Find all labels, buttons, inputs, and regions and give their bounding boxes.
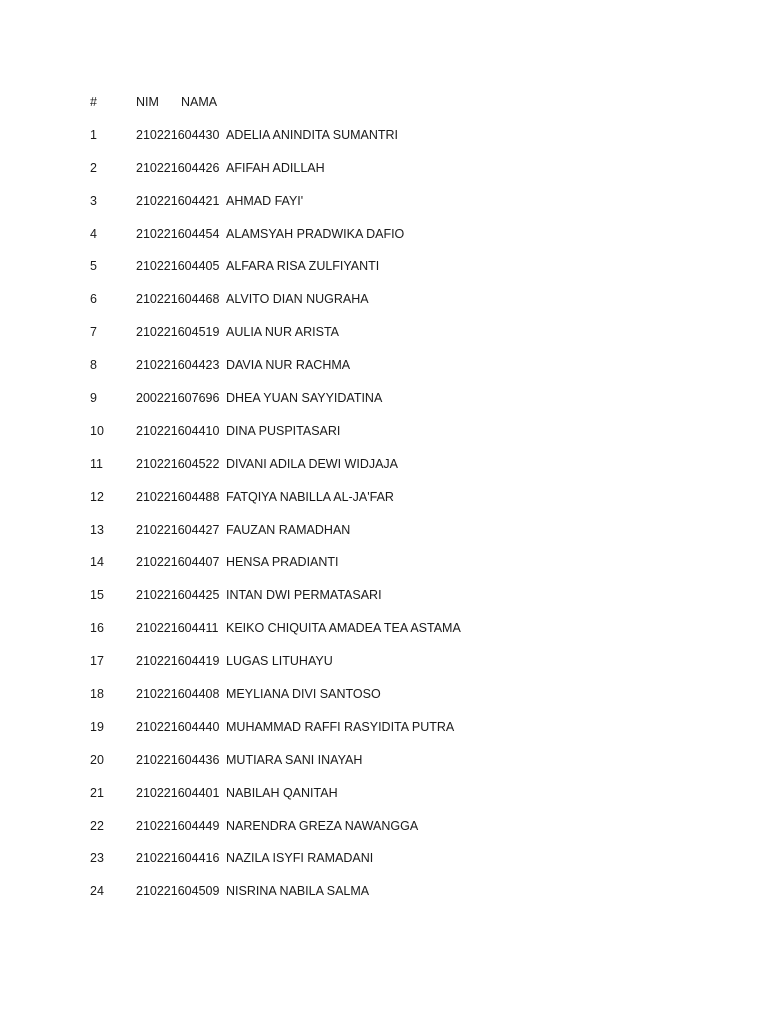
row-number: 21 [90, 785, 104, 800]
table-row [90, 224, 690, 257]
row-name: HENSA PRADIANTI [226, 555, 339, 570]
row-nim: 210221604405 [136, 259, 220, 274]
row-number: 24 [90, 884, 104, 899]
table-row [90, 191, 690, 224]
table-row [90, 421, 690, 454]
row-number: 8 [90, 358, 97, 373]
row-nim: 210221604411 [136, 621, 219, 636]
row-nim: 210221604401 [136, 785, 220, 800]
row-nim: 210221604449 [136, 818, 220, 833]
row-nim: 210221604430 [136, 127, 220, 142]
table-row [90, 552, 690, 585]
table-row [90, 289, 690, 322]
row-number: 10 [90, 423, 104, 438]
row-number: 3 [90, 193, 97, 208]
row-number: 11 [90, 456, 103, 471]
table-row [90, 520, 690, 553]
table-row [90, 388, 690, 421]
table-row [90, 487, 690, 520]
row-nim: 210221604488 [136, 489, 220, 504]
row-nim: 210221604519 [136, 325, 220, 340]
table-row [90, 322, 690, 355]
row-name: LUGAS LITUHAYU [226, 654, 333, 669]
row-nim: 210221604436 [136, 752, 220, 767]
row-name: MEYLIANA DIVI SANTOSO [226, 687, 381, 702]
table-row [90, 125, 690, 158]
header-nim: NIM [136, 95, 159, 109]
row-nim: 200221607696 [136, 391, 220, 406]
row-name: NARENDRA GREZA NAWANGGA [226, 818, 419, 833]
row-name: DINA PUSPITASARI [226, 423, 341, 438]
row-name: ALVITO DIAN NUGRAHA [226, 292, 369, 307]
row-nim: 210221604468 [136, 292, 220, 307]
row-number: 12 [90, 489, 104, 504]
table-row [90, 750, 690, 783]
student-table [90, 92, 690, 914]
row-name: FATQIYA NABILLA AL-JA'FAR [226, 489, 394, 504]
row-nim: 210221604407 [136, 555, 220, 570]
row-number: 17 [90, 654, 104, 669]
table-row [90, 355, 690, 388]
row-nim: 210221604425 [136, 588, 220, 603]
row-number: 13 [90, 522, 104, 537]
table-row [90, 783, 690, 816]
row-number: 7 [90, 325, 97, 340]
row-number: 23 [90, 851, 104, 866]
row-number: 16 [90, 621, 104, 636]
row-number: 9 [90, 391, 97, 406]
row-number: 15 [90, 588, 104, 603]
table-row [90, 717, 690, 750]
table-row [90, 256, 690, 289]
row-nim: 210221604421 [136, 193, 220, 208]
row-number: 19 [90, 719, 104, 734]
row-nim: 210221604410 [136, 423, 220, 438]
table-row [90, 881, 690, 914]
row-nim: 210221604454 [136, 226, 220, 241]
row-name: DHEA YUAN SAYYIDATINA [226, 391, 383, 406]
row-name: ADELIA ANINDITA SUMANTRI [226, 127, 399, 142]
row-number: 22 [90, 818, 104, 833]
table-row [90, 848, 690, 881]
row-name: INTAN DWI PERMATASARI [226, 588, 382, 603]
row-nim: 210221604509 [136, 884, 220, 899]
row-nim: 210221604440 [136, 719, 220, 734]
table-row [90, 816, 690, 849]
row-nim: 210221604522 [136, 456, 220, 471]
row-name: NAZILA ISYFI RAMADANI [226, 851, 374, 866]
table-row [90, 585, 690, 618]
table-header [90, 92, 690, 125]
table-row [90, 454, 690, 487]
row-name: DAVIA NUR RACHMA [226, 358, 351, 373]
header-name: NAMA [181, 95, 218, 109]
row-number: 20 [90, 752, 104, 767]
row-number: 4 [90, 226, 97, 241]
row-number: 5 [90, 259, 97, 274]
row-number: 1 [90, 127, 97, 142]
table-row [90, 158, 690, 191]
row-nim: 210221604419 [136, 654, 220, 669]
table-row [90, 651, 690, 684]
header-number: # [90, 95, 97, 109]
row-name: MUTIARA SANI INAYAH [226, 752, 363, 767]
row-number: 2 [90, 160, 97, 175]
table-row [90, 684, 690, 717]
row-name: AHMAD FAYI' [226, 193, 304, 208]
row-name: FAUZAN RAMADHAN [226, 522, 351, 537]
row-nim: 210221604427 [136, 522, 220, 537]
table-row [90, 618, 690, 651]
row-nim: 210221604416 [136, 851, 220, 866]
row-name: AULIA NUR ARISTA [226, 325, 339, 340]
row-number: 6 [90, 292, 97, 307]
row-name: ALFARA RISA ZULFIYANTI [226, 259, 380, 274]
row-name: NABILAH QANITAH [226, 785, 338, 800]
row-name: ALAMSYAH PRADWIKA DAFIO [226, 226, 405, 241]
row-number: 14 [90, 555, 104, 570]
table-body [90, 125, 690, 914]
row-name: KEIKO CHIQUITA AMADEA TEA ASTAMA [226, 621, 461, 636]
row-nim: 210221604423 [136, 358, 220, 373]
row-name: AFIFAH ADILLAH [226, 160, 325, 175]
row-name: NISRINA NABILA SALMA [226, 884, 370, 899]
row-name: MUHAMMAD RAFFI RASYIDITA PUTRA [226, 719, 455, 734]
row-number: 18 [90, 687, 104, 702]
row-nim: 210221604408 [136, 687, 220, 702]
row-name: DIVANI ADILA DEWI WIDJAJA [226, 456, 399, 471]
row-nim: 210221604426 [136, 160, 220, 175]
